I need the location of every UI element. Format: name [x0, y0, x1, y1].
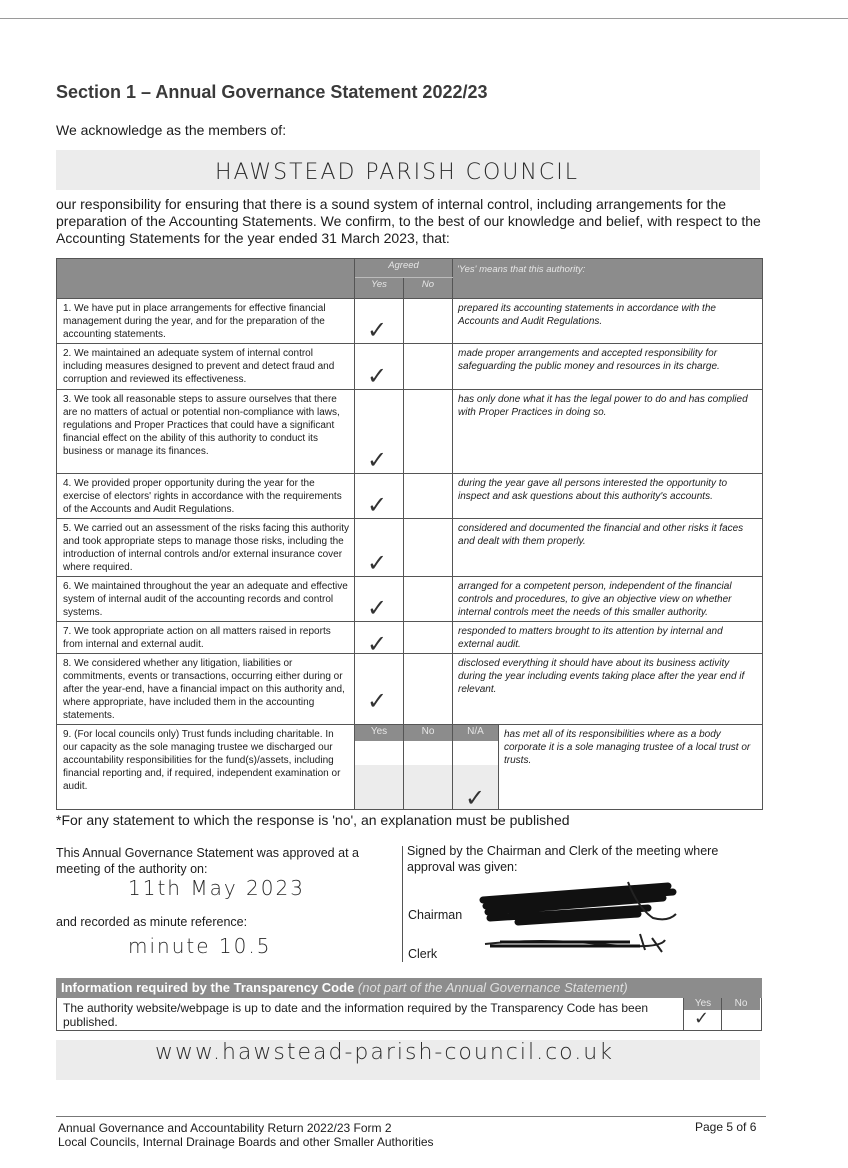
table-row — [57, 725, 763, 810]
yes-cell-6[interactable] — [355, 577, 404, 622]
approval-date: 11th May 2023 — [128, 876, 305, 900]
tick-icon: ✓ — [367, 491, 388, 519]
description-5: considered and documented the financial and other risks it faces and dealt with them properly. — [453, 519, 763, 577]
minute-label: and recorded as minute reference: — [56, 915, 248, 929]
transparency-no-header: No — [722, 998, 760, 1010]
header-no: No — [404, 278, 453, 299]
header-agreed: Agreed — [355, 259, 453, 278]
row9-no-cell[interactable] — [404, 765, 452, 809]
description-8: disclosed everything it should have about its business activity during the year including events taking place after the year end if relevant. — [453, 654, 763, 725]
transparency-yes-header: Yes — [684, 998, 722, 1010]
governance-table — [56, 258, 763, 810]
tick-icon: ✓ — [367, 446, 388, 474]
yes-cell-8[interactable] — [355, 654, 404, 725]
no-cell-4[interactable] — [404, 474, 453, 519]
transparency-header — [56, 978, 762, 998]
page-number: Page 5 of 6 — [695, 1120, 757, 1134]
header-blank — [57, 259, 355, 299]
tick-icon: ✓ — [465, 784, 486, 812]
tick-icon: ✓ — [367, 362, 388, 390]
minute-reference: minute 10.5 — [128, 934, 272, 958]
no-cell-8[interactable] — [404, 654, 453, 725]
clerk-signature-redacted — [480, 928, 670, 956]
section-title: Section 1 – Annual Governance Statement 2022/23 — [56, 82, 488, 102]
approval-text: This Annual Governance Statement was approved at a meeting of the authority on: — [56, 846, 359, 876]
description-2: made proper arrangements and accepted responsibility for safeguarding the public money and resources in its charge. — [453, 344, 763, 390]
tick-icon: ✓ — [367, 594, 388, 622]
statement-6: 6. We maintained throughout the year an adequate and effective system of internal audit of the accounting records and control systems. — [57, 577, 355, 622]
table-row — [57, 474, 763, 519]
header-means: 'Yes' means that this authority: — [453, 259, 763, 299]
no-cell-7[interactable] — [404, 622, 453, 654]
transparency-yes-cell[interactable] — [683, 998, 722, 1030]
acknowledge-text: We acknowledge as the members of: — [56, 122, 287, 138]
yes-cell-3[interactable] — [355, 390, 404, 474]
description-9: has met all of its responsibilities where as a body corporate it is a sole managing trustee of a local trust or trusts. — [504, 729, 751, 766]
statement-8: 8. We considered whether any litigation, liabilities or commitments, events or transactions, occurring either during or after the year-end, have a financial impact on this authority and, where appropriate, have included them in the accounting statements. — [57, 654, 355, 725]
intro-text: our responsibility for ensuring that there is a sound system of internal control, including arrangements for the preparation of the Accounting Statements. We confirm, to the best of our knowledge and belief, with respect to the Accounting Statements for the year ended 31 March 2023, that: — [56, 196, 761, 246]
description-6: arranged for a competent person, independent of the financial controls and procedures, to give an objective view on whether internal controls meet the needs of this smaller authority. — [453, 577, 763, 622]
clerk-label: Clerk — [408, 947, 438, 961]
transparency-title: Information required by the Transparency Code — [61, 980, 355, 995]
statement-9: 9. (For local councils only) Trust funds including charitable. In our capacity as the sole managing trustee we discharged our accountability responsibilities for the fund(s)/assets, including financial reporting and, if required, independent examination or audit. — [57, 725, 355, 810]
no-cell-6[interactable] — [404, 577, 453, 622]
tick-icon: ✓ — [694, 1008, 710, 1029]
tick-icon: ✓ — [367, 630, 388, 658]
no-cell-1[interactable] — [404, 299, 453, 344]
transparency-no-cell[interactable] — [721, 998, 760, 1030]
statement-2: 2. We maintained an adequate system of internal control including measures designed to prevent and detect fraud and corruption and reviewed its effectiveness. — [57, 344, 355, 390]
transparency-text: The authority website/webpage is up to date and the information required by the Transparency Code has been published. — [63, 1001, 649, 1029]
row9-no-header: No — [404, 725, 452, 741]
transparency-subtitle: (not part of the Annual Governance Statement) — [357, 980, 628, 995]
statement-1: 1. We have put in place arrangements for effective financial management during the year, and for the preparation of the accounting statements. — [57, 299, 355, 344]
table-row — [57, 344, 763, 390]
row9-yes-header: Yes — [355, 725, 403, 741]
row9-responses — [355, 725, 763, 810]
yes-cell-4[interactable] — [355, 474, 404, 519]
yes-cell-7[interactable] — [355, 622, 404, 658]
chairman-signature-redacted — [478, 878, 678, 926]
no-response-note: *For any statement to which the response is 'no', an explanation must be published — [56, 812, 570, 828]
row9-yes-cell[interactable] — [355, 765, 403, 809]
no-cell-5[interactable] — [404, 519, 453, 577]
description-4: during the year gave all persons interested the opportunity to inspect and ask questions about this authority's accounts. — [453, 474, 763, 519]
table-row — [57, 390, 763, 474]
statement-7: 7. We took appropriate action on all matters raised in reports from internal and external audit. — [57, 622, 355, 654]
row9-na-cell[interactable] — [453, 765, 498, 812]
header-yes: Yes — [355, 278, 404, 299]
table-row — [57, 519, 763, 577]
statement-5: 5. We carried out an assessment of the risks facing this authority and took appropriate steps to manage those risks, including the introduction of internal controls and/or external insurance cover where required. — [57, 519, 355, 577]
statement-4: 4. We provided proper opportunity during the year for the exercise of electors' rights in accordance with the requirements of the Accounts and Audit Regulations. — [57, 474, 355, 519]
table-row — [57, 622, 763, 654]
transparency-box — [56, 998, 762, 1031]
no-cell-2[interactable] — [404, 344, 453, 390]
description-1: prepared its accounting statements in accordance with the Accounts and Audit Regulations. — [453, 299, 763, 344]
yes-cell-5[interactable] — [355, 519, 404, 577]
council-name: HAWSTEAD PARISH COUNCIL — [215, 160, 579, 185]
description-7: responded to matters brought to its attention by internal and external audit. — [453, 622, 763, 654]
signature-divider — [402, 846, 403, 962]
yes-cell-1[interactable] — [355, 299, 404, 344]
footer-line-1: Annual Governance and Accountability Return 2022/23 Form 2 — [58, 1121, 392, 1135]
statement-3: 3. We took all reasonable steps to assure ourselves that there are no matters of actual or potential non-compliance with laws, regulations and Proper Practices that could have a significant financial effect on the ability of this authority to conduct its business or manage its finances. — [57, 390, 355, 474]
table-row — [57, 654, 763, 725]
footer-line-2: Local Councils, Internal Drainage Boards and other Smaller Authorities — [58, 1135, 434, 1149]
yes-cell-2[interactable] — [355, 344, 404, 390]
table-row — [57, 577, 763, 622]
row9-na-header: N/A — [453, 725, 498, 741]
table-row — [57, 299, 763, 344]
no-cell-3[interactable] — [404, 390, 453, 474]
description-3: has only done what it has the legal power to do and has complied with Proper Practices in doing so. — [453, 390, 763, 474]
tick-icon: ✓ — [367, 316, 388, 344]
footer-divider — [56, 1116, 766, 1117]
signed-text: Signed by the Chairman and Clerk of the meeting where approval was given: — [407, 844, 719, 874]
tick-icon: ✓ — [367, 687, 388, 715]
tick-icon: ✓ — [367, 549, 388, 577]
page-top-edge — [0, 18, 848, 19]
website-address: www.hawstead-parish-council.co.uk — [155, 1040, 614, 1065]
chairman-label: Chairman — [408, 908, 463, 922]
